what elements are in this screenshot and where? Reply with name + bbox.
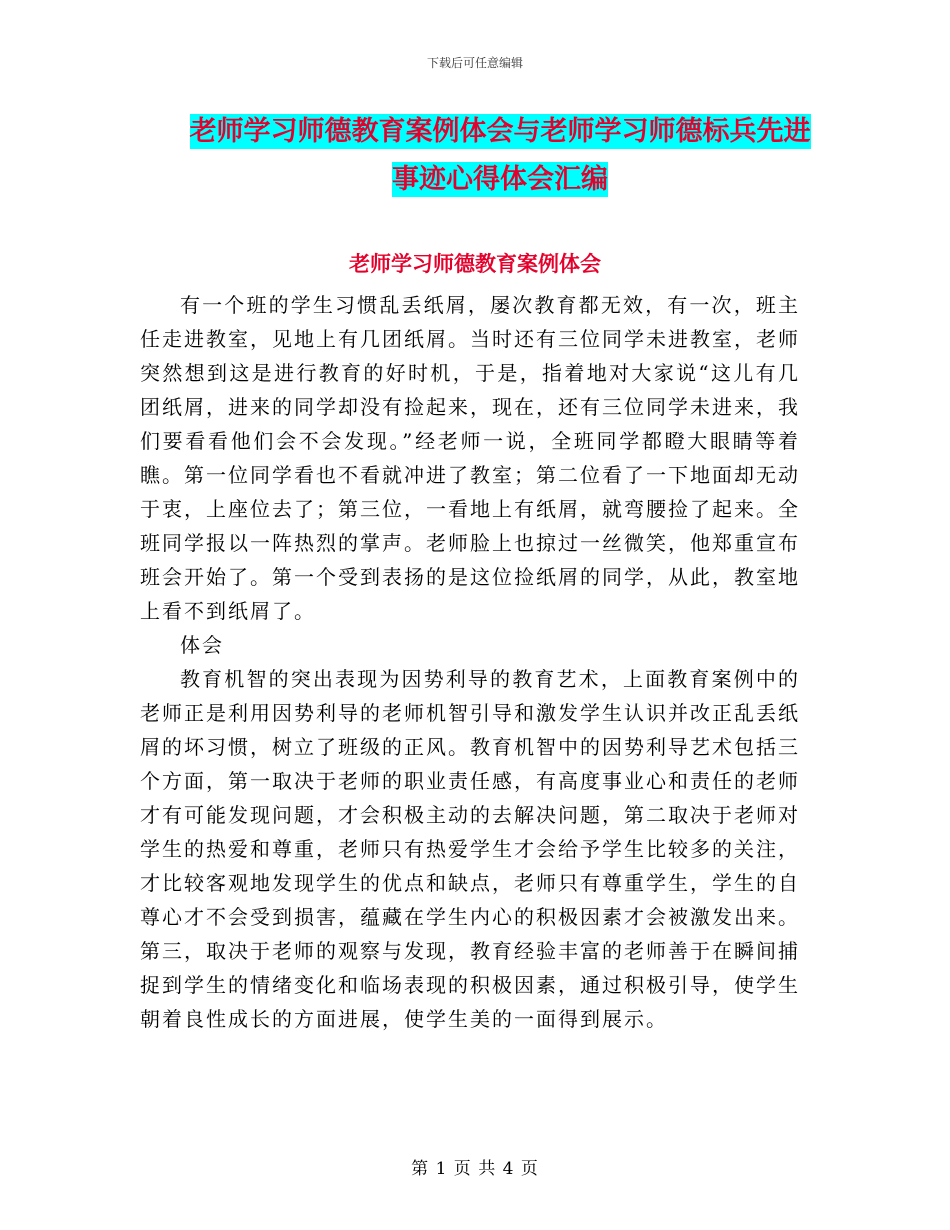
page-number: 第 1 页 共 4 页 xyxy=(411,1159,539,1179)
document-title xyxy=(140,108,860,204)
paragraph-case: 有一个班的学生习惯乱丢纸屑，屡次教育都无效，有一次，班主任走进教室，见地上有几团纸屑。当时还有三位同学未进教室，老师突然想到这是进行教育的好时机，于是，指着地对大家说“这儿有几团纸屑，进来的同学却没有捡起来，现在，还有三位同学未进来，我们要看看他们会不会发现。”经老师一说，全班同学都瞪大眼睛等着瞧。第一位同学看也不看就冲进了教室；第二位看了一下地面却无动于衷，上座位去了；第三位，一看地上有纸屑，就弯腰捡了起来。全班同学报以一阵热烈的掌声。老师脸上也掠过一丝微笑，他郑重宣布班会开始了。第一个受到表扬的是这位捡纸屑的同学，从此，教室地上看不到纸屑了。 xyxy=(140,293,800,623)
header-note: 下载后可任意编辑 xyxy=(426,56,523,70)
paragraph-reflection: 教育机智的突出表现为因势利导的教育艺术，上面教育案例中的老师正是利用因势利导的老师机智引导和激发学生认识并改正乱丢纸屑的坏习惯，树立了班级的正风。教育机智中的因势利导艺术包括三个方面，第一取决于老师的职业责任感，有高度事业心和责任的老师才有可能发现问题，才会积极主动的去解决问题，第二取决于老师对学生的热爱和尊重，老师只有热爱学生才会给予学生比较多的关注，才比较客观地发现学生的优点和缺点，老师只有尊重学生，学生的自尊心才不会受到损害，蕴藏在学生内心的积极因素才会被激发出来。第三，取决于老师的观察与发现，教育经验丰富的老师善于在瞬间捕捉到学生的情绪变化和临场表现的积极因素，通过积极引导，使学生朝着良性成长的方面进展，使学生美的一面得到展示。 xyxy=(140,667,800,1031)
paragraph-heading-reflection: 体会 xyxy=(180,633,224,657)
section-title: 老师学习师德教育案例体会 xyxy=(349,251,601,276)
body-text xyxy=(140,288,800,1036)
document-title-line-1: 老师学习师德教育案例体会与老师学习师德标兵先进 xyxy=(189,116,811,147)
document-title-line-2: 事迹心得体会汇编 xyxy=(392,164,608,195)
